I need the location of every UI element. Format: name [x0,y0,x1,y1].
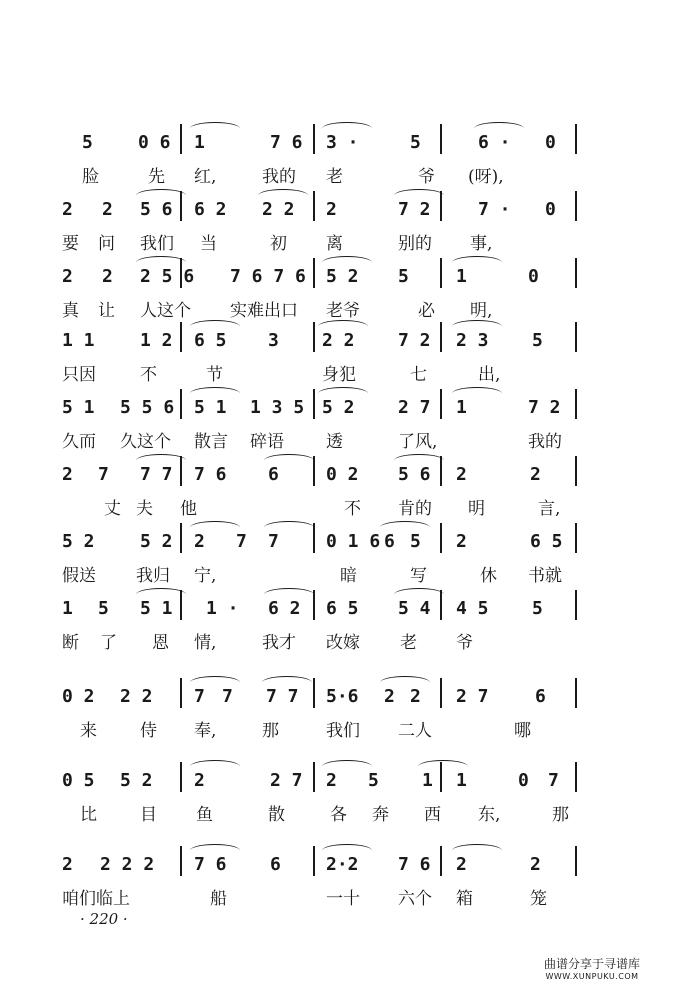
bar-line [313,389,315,419]
lyric: 侍 [140,721,157,741]
note: 1 [456,397,467,418]
note: 3 [268,330,279,351]
note: 5 [532,330,543,351]
note: 2 [326,199,337,220]
note: 2 [194,531,205,552]
note: 2·2 [326,854,359,875]
lyric: 了 [100,633,117,653]
note: 7 6 [270,132,303,153]
lyric: 咱们临上 [62,889,130,909]
notation-line [0,672,679,712]
note: 1 [194,132,205,153]
bar-line [313,762,315,792]
notation-line [0,185,679,225]
note: 0 [518,770,529,791]
note: 7 2 [398,330,431,351]
note: 0 [528,266,539,287]
lyric: 节 [206,365,223,385]
note: 5 [410,132,421,153]
lyric: 我才 [262,633,296,653]
bar-line [440,258,442,288]
note: 2 2 [322,330,355,351]
slur-mark [190,521,240,534]
note: 7 · [478,199,511,220]
watermark-url: WWW.XUNPUKU.COM [545,972,639,981]
bar-line [180,389,182,419]
note: 2 [456,464,467,485]
page-number: · 220 · [80,910,128,928]
note: 2 [62,199,73,220]
note: 1 [456,770,467,791]
note: 7 6 [398,854,431,875]
lyric-line [0,884,679,912]
lyric: 别的 [398,234,432,254]
note: 6 · [478,132,511,153]
lyric: 一十 [326,889,360,909]
lyric: 二人 [398,721,432,741]
lyric: 鱼 [196,805,213,825]
lyric: 只因 [62,365,96,385]
lyric: 碎语 [250,432,284,452]
lyric: 要 [62,234,79,254]
slur-mark [190,844,240,857]
note: 7 [222,686,233,707]
notation-line [0,316,679,356]
note: 2 [102,199,113,220]
bar-line [440,124,442,154]
lyric: 先 [148,167,165,187]
slur-mark [262,676,312,689]
slur-mark [190,320,240,333]
note: 5 6 [140,199,173,220]
bar-line [440,322,442,352]
lyric-line [0,800,679,828]
note: 7 [98,464,109,485]
lyric: 西 [424,805,441,825]
notation-line [0,584,679,624]
note: 2 [410,686,421,707]
bar-line [575,124,577,154]
lyric: 恩 [152,633,169,653]
note: 6 [384,531,395,552]
lyric: 人这个 [140,301,191,321]
note: 7 2 [528,397,561,418]
slur-mark [322,760,372,773]
bar-line [575,846,577,876]
lyric: 初 [270,234,287,254]
note: 1 [422,770,433,791]
bar-line [575,456,577,486]
lyric: 不 [344,499,361,519]
lyric: 改嫁 [326,633,360,653]
bar-line [575,389,577,419]
lyric: 写 [410,566,427,586]
slur-mark [190,387,240,400]
note: 1 3 5 [250,397,305,418]
bar-line [313,678,315,708]
slur-mark [452,320,502,333]
watermark-text: 曲谱分享于寻谱库 [543,957,640,971]
slur-mark [264,521,314,534]
note: 2 [194,770,205,791]
notation-line [0,840,679,880]
note: 5 5 6 [120,397,175,418]
lyric: 了风, [398,432,438,452]
bar-line [440,678,442,708]
lyric: 书就 [528,566,562,586]
slur-mark [258,189,308,202]
slur-mark [136,588,186,601]
note: 5 [410,531,421,552]
bar-line [180,523,182,553]
note: 0 1 6 [326,531,381,552]
note: 1 [62,598,73,619]
note: 5 1 [194,397,227,418]
note: 2 [62,464,73,485]
slur-mark [394,588,444,601]
lyric: 言, [538,499,561,519]
lyric: 我的 [262,167,296,187]
lyric: 散 [268,805,285,825]
lyric: 他 [180,499,197,519]
note: 2 [62,854,73,875]
bar-line [575,523,577,553]
notation-line [0,252,679,292]
note: 3 · [326,132,359,153]
slur-mark [380,676,430,689]
bar-line [180,678,182,708]
slur-mark [136,189,186,202]
slur-mark [190,676,240,689]
bar-line [180,762,182,792]
note: 1 1 [62,330,95,351]
lyric: 丈 [104,499,121,519]
lyric: 我归 [136,566,170,586]
bar-line [440,523,442,553]
lyric: 不 [140,365,157,385]
lyric: 老 [326,167,343,187]
lyric: 箱 [456,889,473,909]
bar-line [575,762,577,792]
lyric: 肯的 [398,499,432,519]
note: 5 1 [62,397,95,418]
slur-mark [394,189,444,202]
slur-mark [452,387,502,400]
lyric: 真 [62,301,79,321]
slur-mark [452,844,502,857]
note: 5 1 [140,598,173,619]
lyric: 我们 [140,234,174,254]
score-row [0,756,679,844]
note: 7 7 [266,686,299,707]
lyric: 七 [410,365,427,385]
note: 0 6 [138,132,171,153]
bar-line [313,846,315,876]
note: 5 [368,770,379,791]
slur-mark [318,387,368,400]
slur-mark [190,122,240,135]
note: 7 [548,770,559,791]
note: 2 [456,531,467,552]
bar-line [313,322,315,352]
note: 5 [532,598,543,619]
note: 2 7 [456,686,489,707]
note: 0 [545,132,556,153]
note: 5 [98,598,109,619]
note: 6 [535,686,546,707]
lyric: 离 [326,234,343,254]
slur-mark [452,256,502,269]
bar-line [313,124,315,154]
lyric-line [0,628,679,656]
bar-line [575,191,577,221]
note: 1 · [206,598,239,619]
lyric: 老 [400,633,417,653]
note: 5 2 [120,770,153,791]
lyric: 断 [62,633,79,653]
slur-mark [190,760,240,773]
lyric: 奔 [372,805,389,825]
bar-line [440,389,442,419]
lyric: 比 [80,805,97,825]
slur-mark [394,454,444,467]
lyric: 爷 [456,633,473,653]
lyric: 来 [80,721,97,741]
lyric: (呀), [468,167,504,187]
bar-line [313,258,315,288]
note: 6 2 [194,199,227,220]
note: 2 [456,854,467,875]
note: 7 6 7 6 [230,266,306,287]
note: 2 2 2 [100,854,155,875]
note: 5 4 [398,598,431,619]
lyric: 明 [468,499,485,519]
notation-line [0,517,679,557]
lyric: 爷 [418,167,435,187]
bar-line [575,258,577,288]
note: 2 5 6 [140,266,195,287]
note: 4 5 [456,598,489,619]
lyric: 事, [470,234,493,254]
bar-line [575,322,577,352]
lyric: 各 [330,805,347,825]
notation-line [0,756,679,796]
note: 6 [270,854,281,875]
score-row [0,584,679,672]
slur-mark [322,844,372,857]
note: 2 2 [262,199,295,220]
watermark [522,955,662,981]
note: 6 5 [326,598,359,619]
lyric: 红, [194,167,217,187]
note: 7 [236,531,247,552]
lyric: 情, [194,633,217,653]
note: 2 [530,464,541,485]
bar-line [180,846,182,876]
note: 1 [456,266,467,287]
bar-line [575,678,577,708]
note: 0 2 [326,464,359,485]
note: 2 [530,854,541,875]
note: 2 [102,266,113,287]
note: 5 2 [326,266,359,287]
note: 2 3 [456,330,489,351]
slur-mark [264,454,314,467]
note: 2 [62,266,73,287]
bar-line [440,846,442,876]
note: 7 2 [398,199,431,220]
note: 2 7 [398,397,431,418]
slur-mark [418,760,468,773]
note: 2 [326,770,337,791]
note: 6 5 [530,531,563,552]
slur-mark [380,521,430,534]
note: 5 6 [398,464,431,485]
slur-mark [474,122,524,135]
note: 5 2 [62,531,95,552]
slur-mark [136,454,186,467]
slur-mark [322,122,372,135]
lyric: 出, [478,365,501,385]
note: 7 6 [194,464,227,485]
lyric: 船 [210,889,227,909]
lyric: 老爷 [326,301,360,321]
lyric: 久这个 [120,432,171,452]
lyric: 明, [470,301,493,321]
bar-line [180,322,182,352]
note: 5·6 [326,686,359,707]
lyric: 六个 [398,889,432,909]
lyric: 脸 [82,167,99,187]
note: 5 2 [140,531,173,552]
lyric-line [0,716,679,744]
note: 5 [82,132,93,153]
slur-mark [136,256,186,269]
lyric: 实难出口 [230,301,298,321]
lyric: 散言 [194,432,228,452]
lyric: 宁, [194,566,217,586]
note: 0 2 [62,686,95,707]
lyric: 身犯 [322,365,356,385]
note: 6 5 [194,330,227,351]
note: 7 7 [140,464,173,485]
note: 0 [545,199,556,220]
lyric: 我们 [326,721,360,741]
lyric: 久而 [62,432,96,452]
note: 2 2 [120,686,153,707]
note: 7 [268,531,279,552]
lyric: 让 [98,301,115,321]
lyric: 暗 [340,566,357,586]
lyric: 奉, [194,721,217,741]
note: 2 7 [270,770,303,791]
lyric: 夫 [136,499,153,519]
lyric: 休 [480,566,497,586]
bar-line [180,124,182,154]
lyric: 哪 [514,721,531,741]
slur-mark [318,320,368,333]
note: 5 2 [322,397,355,418]
lyric: 假送 [62,566,96,586]
notation-line [0,383,679,423]
note: 7 [194,686,205,707]
lyric: 问 [98,234,115,254]
notation-line [0,118,679,158]
lyric: 东, [478,805,501,825]
slur-mark [264,588,314,601]
note: 1 2 [140,330,173,351]
notation-line [0,450,679,490]
note: 2 [384,686,395,707]
note: 7 6 [194,854,227,875]
slur-mark [322,256,372,269]
note: 6 2 [268,598,301,619]
lyric: 笼 [530,889,547,909]
lyric: 那 [262,721,279,741]
score-row [0,672,679,760]
lyric: 透 [326,432,343,452]
lyric: 必 [418,301,435,321]
lyric: 目 [140,805,157,825]
note: 6 [268,464,279,485]
note: 0 5 [62,770,95,791]
lyric: 当 [200,234,217,254]
note: 5 [398,266,409,287]
bar-line [313,191,315,221]
lyric: 我的 [528,432,562,452]
lyric: 那 [552,805,569,825]
bar-line [575,590,577,620]
